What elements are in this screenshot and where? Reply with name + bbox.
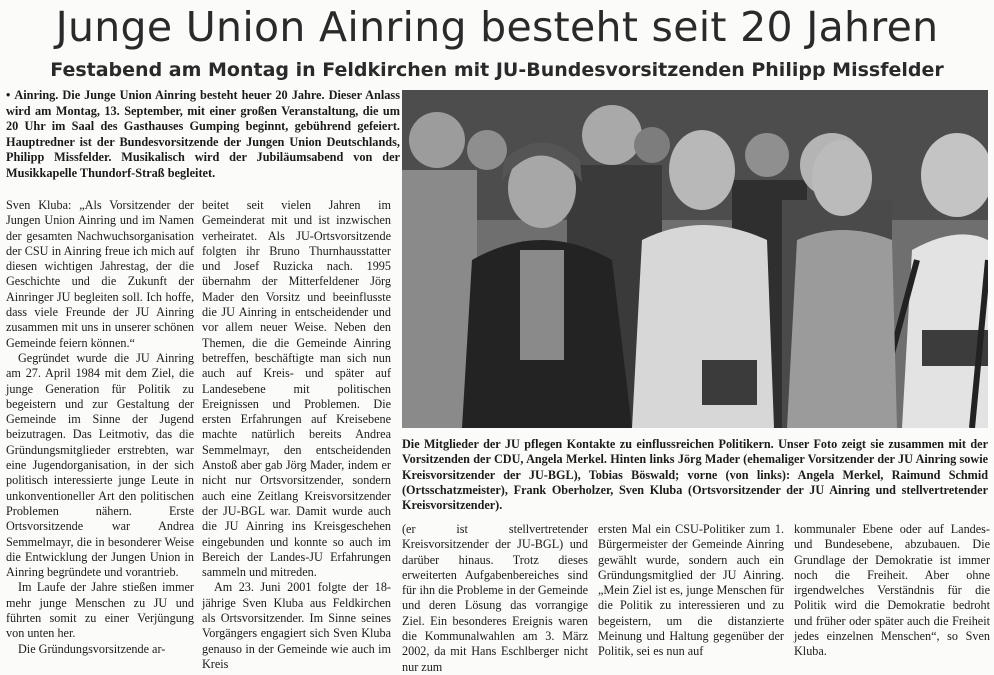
group-photo-image — [402, 90, 988, 428]
paragraph: Im Laufe der Jahre stießen immer mehr junge Menschen zu JU und führten somit zu einer Verjüngung von unten her. — [6, 580, 194, 641]
paragraph: beitet seit vielen Jahren im Gemeinderat mit und ist inzwischen verheiratet. Als JU-Ortsvorsitzende folgten ihr Bruno Thurnhausstatter und Josef Ruzicka nach. 1995 übernahm der Mitterfeldener Jörg Mader den Vorsitz und beeinflusste die JU Ainring in entscheidender und vor allem neuer Weise. Neben den Themen, die die Gemeinde Ainring betreffen, beschäftigte man sich nun auch auf Kreis- und später auf Landesebene mit politischen Ereignissen und Problemen. Die ersten Erfahrungen auf Kreisebene machte natürlich bereits Andrea Semmelmayr, den entscheidenden Anstoß aber gab Jörg Mader, indem er nicht nur Ortsvorsitzender, sondern auch eine Zeitlang Kreisvorsitzender der JU-BGL war. Damit wurde auch die JU Ainring ins Kreisgeschehen eingebunden und konnte so auch im Bereich der Landes-JU Erfahrungen sammeln und mitreden. — [202, 198, 391, 580]
article-column-4 — [598, 522, 784, 660]
photo-caption: Die Mitglieder der JU pflegen Kontakte zu einflussreichen Politikern. Unser Foto zeigt sie zusammen mit der Vorsitzenden der CDU, Angela Merkel. Hinten links Jörg Mader (ehemaliger Vorsitzender der JU Ainring sowie Kreisvorsitzender der JU-BGL), Tobias Böswald; vorne (von links): Angela Merkel, Raimund Schmid (Ortsschatzmeister), Frank Oberholzer, Sven Kluba (Ortsvorsitzender der JU Ainring und stellvertretender Kreisvorsitzender). — [402, 437, 988, 513]
paragraph: Die Gründungsvorsitzende ar- — [18, 641, 166, 656]
article-column-2 — [202, 198, 391, 672]
article-column-1 — [6, 198, 194, 657]
article-column-5 — [794, 522, 990, 660]
group-photo — [402, 90, 988, 428]
article-lead — [6, 88, 400, 181]
paragraph: kommunaler Ebene oder auf Landes- und Bundesebene, abzubauen. Die Grundlage der Demokratie ist immer noch die Freiheit. Aber ohne irgendwelches Verständnis für die Politik wird die Demokratie bedroht und früher oder später auch die Freiheit jedes einzelnen Menschen“, so Sven Kluba. — [794, 522, 990, 659]
paragraph: Gegründet wurde die JU Ainring am 27. April 1984 mit dem Ziel, die junge Generation für Politik zu begeistern und zur Gestaltung der Gemeinde im Sinne der Jugend beizutragen. Das Leitmotiv, das die Gründungsmitglieder erstrebten, war eine Jugendorganisation, in der sich politisch interessierte junge Leute in unkonventioneller Art den politischen Problemen nähern. Erste Ortsvorsitzende war Andrea Semmelmayr, die in besonderer Weise die Entwicklung der Jungen Union in Ainring begründete und vorantrieb. — [6, 350, 194, 580]
paragraph: ersten Mal ein CSU-Politiker zum 1. Bürgermeister der Gemeinde Ainring gewählt wurde, sondern auch ein Gründungsmitglied der JU Ainring. „Mein Ziel ist es, junge Menschen für die Politik zu interessieren und zu begeistern, um die distanzierte Meinung und Haltung gegenüber der Politik, sei es nun auf — [598, 522, 784, 659]
article-column-3 — [402, 522, 588, 675]
lead-text: Die Junge Union Ainring besteht heuer 20 Jahre. Dieser Anlass wird am Montag, 13. September, mit einer großen Veranstaltung, die um 20 Uhr im Saal des Gasthauses Gumping beginnt, gebührend gefeiert. Hauptredner ist der Bundesvorsitzende der Jungen Union Deutschlands, Philipp Missfelder. Musikalisch wird der Jubiläumsabend von der Musikkapelle Thundorf-Straß begleitet. — [6, 88, 400, 180]
lead-bullet: • — [6, 88, 11, 102]
paragraph: Am 23. Juni 2001 folgte der 18-jährige Sven Kluba aus Feldkirchen als Ortsvorsitzender. Im Sinne seines Vorgängers engagiert sich Sven Kluba genauso in der Gemeinde wie auch im Kreis — [202, 580, 391, 671]
article-headline: Junge Union Ainring besteht seit 20 Jahren — [55, 3, 939, 51]
lead-place: Ainring. — [14, 88, 59, 102]
paragraph: (er ist stellvertretender Kreisvorsitzender der JU-BGL) und darüber hinaus. Trotz dieses erweiterten Aufgabenbereiches sind für ihn die Probleme in der Gemeinde und deren Lösung das vorrangige Ziel. Ein besonderes Ereignis waren die Kommunalwahlen am 3. März 2002, da mit Hans Eschlberger nicht nur zum — [402, 522, 588, 674]
article-subheadline: Festabend am Montag in Feldkirchen mit JU-Bundesvorsitzenden Philipp Missfelder — [50, 59, 944, 81]
paragraph: Sven Kluba: „Als Vorsitzender der Jungen Union Ainring und im Namen der gesamten Nachwuchsorganisation der CSU in Ainring freue ich mich auf diesen wichtigen Jahrestag, der die Geschichte und die Zukunft der Ainringer JU begleiten soll. Ich hoffe, dass viele Freunde der JU Ainring zusammen mit uns in unserer schönen Gemeinde feiern können.“ — [6, 198, 194, 350]
